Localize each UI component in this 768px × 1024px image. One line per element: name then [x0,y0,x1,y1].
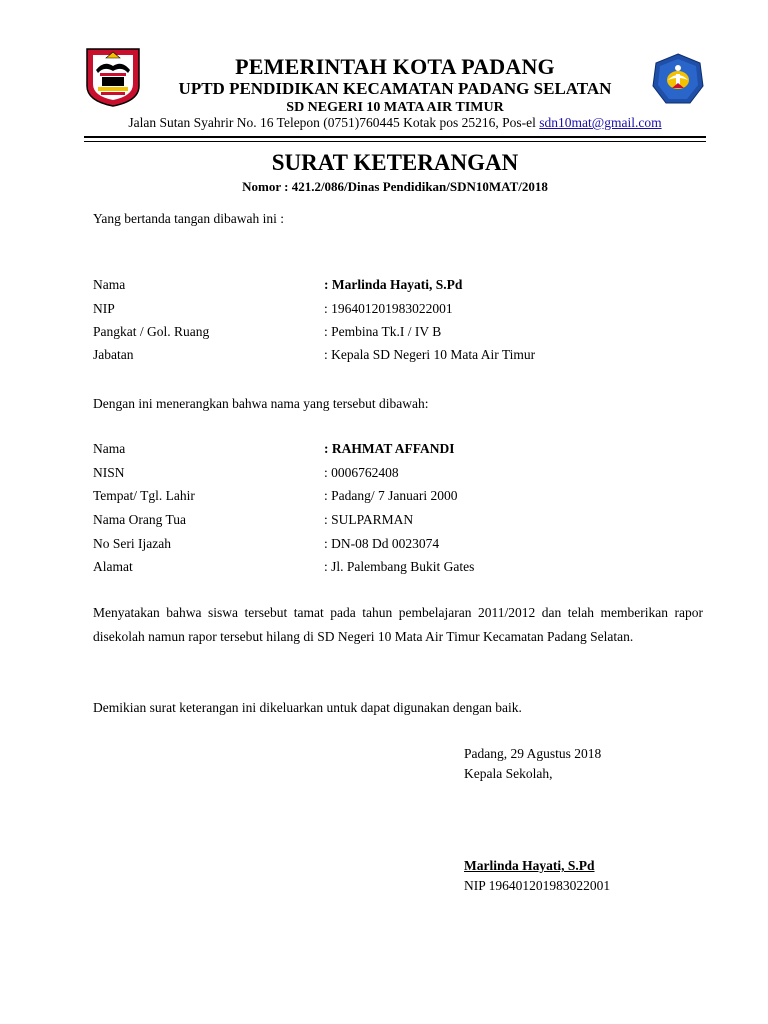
signer-nip-label: NIP [93,301,115,316]
body-paragraph: Menyatakan bahwa siswa tersebut tamat pada tahun pembelajaran 2011/2012 dan telah memberikan rapor disekolah namun rapor tersebut hilang di SD Negeri 10 Mata Air Timur Kecamatan Padang Selatan. [93,605,703,644]
signer-name-value: : Marlinda Hayati, S.Pd [324,277,463,292]
student-address-label: Alamat [93,559,133,574]
signer-position-label: Jabatan [93,347,134,362]
student-name-label: Nama [93,441,126,456]
student-name-value: : RAHMAT AFFANDI [324,441,455,456]
email-link[interactable]: sdn10mat@gmail.com [539,115,662,130]
signer-name-label: Nama [93,277,126,292]
student-parent-value: : SULPARMAN [324,512,414,527]
student-birth-label: Tempat/ Tgl. Lahir [93,488,195,503]
student-birth-value: : Padang/ 7 Januari 2000 [324,488,458,503]
student-diploma-value: : DN-08 Dd 0023074 [324,536,440,551]
signer-rank-value: : Pembina Tk.I / IV B [324,324,442,339]
letterhead-government: PEMERINTAH KOTA PADANG [235,54,555,79]
student-address-value: : Jl. Palembang Bukit Gates [324,559,475,574]
signature-name: Marlinda Hayati, S.Pd [464,858,595,873]
signature-nip: NIP 196401201983022001 [464,878,611,893]
statement-text: Dengan ini menerangkan bahwa nama yang tersebut dibawah: [93,396,429,411]
letterhead-rule-thick [84,136,706,138]
student-nisn-value: : 0006762408 [324,465,399,480]
signer-position-value: : Kepala SD Negeri 10 Mata Air Timur [324,347,536,362]
letter-title: SURAT KETERANGAN [271,150,519,175]
intro-text: Yang bertanda tangan dibawah ini : [93,211,284,226]
letterhead-address [90,115,700,131]
signer-nip-value: : 196401201983022001 [324,301,453,316]
signature-place-date: Padang, 29 Agustus 2018 [464,746,602,761]
letterhead-rule-thin [84,141,706,142]
signer-rank-label: Pangkat / Gol. Ruang [93,324,210,339]
letterhead-school: SD NEGERI 10 MATA AIR TIMUR [286,100,504,115]
student-parent-label: Nama Orang Tua [93,512,186,527]
letter-number: Nomor : 421.2/086/Dinas Pendidikan/SDN10MAT/2018 [242,179,548,194]
student-diploma-label: No Seri Ijazah [93,536,171,551]
closing-text: Demikian surat keterangan ini dikeluarkan untuk dapat digunakan dengan baik. [93,700,522,715]
signature-position: Kepala Sekolah, [464,766,553,781]
student-nisn-label: NISN [93,465,125,480]
address-text: Jalan Sutan Syahrir No. 16 Telepon (0751)760445 Kotak pos 25216, Pos-el [128,115,536,130]
letterhead-agency: UPTD PENDIDIKAN KECAMATAN PADANG SELATAN [178,79,612,98]
